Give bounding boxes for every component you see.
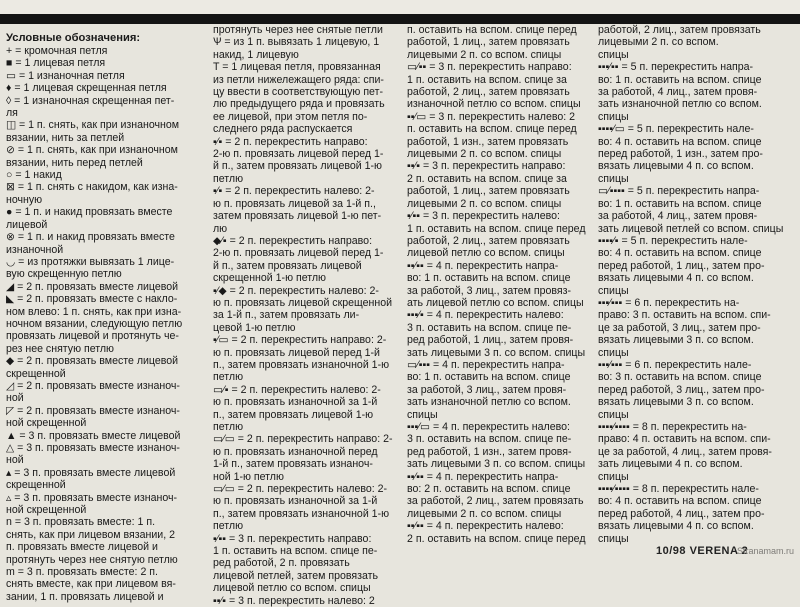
legend-line: ю п. провязать изнаночной за 1-й (213, 495, 378, 508)
legend-line: ▭⁄▪▪ = 3 п. перекрестить направо: (407, 61, 572, 74)
legend-line: спицы (598, 532, 629, 545)
legend-line: зать лицевой петлей со вспом. спицы (598, 222, 784, 235)
legend-line: ▪▪▪▪⁄▪ = 5 п. перекрестить нале- (598, 234, 748, 247)
legend-line: 2-ю п. провязать лицевой перед 1- (213, 247, 384, 260)
legend-line: перед работой, 3 лиц., затем про- (598, 383, 765, 396)
legend-line: ю п. провязать лицевой за 1-й п., (213, 197, 376, 210)
legend-line: работой, 1 лиц., затем провязать (407, 185, 570, 198)
legend-line: ◡ = из протяжки вывязать 1 лице- (6, 255, 175, 268)
legend-line: ной 1-ю петлю (213, 470, 284, 483)
legend-line: Ѱ = из 1 п. вывязать 1 лицевую, 1 (213, 36, 380, 49)
legend-line: лицевыми 2 п. со вспом. спицы (407, 197, 562, 210)
legend-line: лю (213, 222, 228, 235)
column-3 (407, 24, 593, 554)
legend-line: спицы (598, 48, 629, 61)
legend-line: спицы (598, 346, 629, 359)
legend-line: за 1-й п., затем провязать ли- (213, 309, 360, 322)
legend-line: протянуть через нее снятую петлю (6, 553, 178, 566)
legend-line: зать изнаночной петлю со вспом. (598, 98, 762, 111)
legend-line: 2 п. оставить на вспом. спице за (407, 172, 567, 185)
legend-line: ▴ = 3 п. провязать вместе лицевой (6, 466, 176, 479)
legend-line: за работой, 3 лиц., затем провяз- (407, 284, 571, 297)
legend-line: 3 п. оставить на вспом. спице пе- (407, 433, 572, 446)
legend-line: перед работой, 1 лиц., затем про- (598, 259, 765, 272)
legend-line: ля (6, 107, 18, 120)
legend-line: △ = 3 п. провязать вместе изнаноч- (6, 442, 180, 454)
legend-line: работой, 2 лиц., затем провязать (598, 24, 761, 36)
legend-line: ○ = 1 накид (6, 169, 62, 182)
legend-line: ночную (6, 193, 43, 206)
legend-line: ▪▪⁄▪▪ = 4 п. перекрестить напра- (407, 259, 559, 272)
legend-line: ▭⁄▪ = 2 п. перекрестить налево: 2- (213, 383, 381, 396)
legend-line: скрещенной (6, 479, 66, 492)
legend-line: вязать лицевыми 4 п. со вспом. (598, 160, 754, 173)
legend-line: вязать лицевыми 3 п. со вспом. (598, 396, 754, 409)
legend-line: снять вместе, как при лицевом вя- (6, 578, 176, 591)
legend-line: це за работой, 4 лиц., затем провя- (598, 445, 772, 458)
legend-line: зать лицевыми 3 п. со вспом. спицы (407, 346, 586, 359)
legend-line: зании, 1 п. провязать лицевой и (6, 590, 164, 603)
column-1-lines (6, 45, 206, 603)
legend-line: ▭⁄▭ = 2 п. перекрестить налево: 2- (213, 483, 388, 496)
column-2-lines (213, 24, 401, 607)
watermark: Stranamam.ru (736, 546, 794, 556)
legend-line: ▪▪▪▪⁄▪▪▪▪ = 8 п. перекрестить нале- (598, 483, 759, 496)
legend-line: п., затем провязать изнаночной 1-ю (213, 507, 390, 520)
legend-line: ▪⁄▪▪ = 3 п. перекрестить направо: (213, 532, 372, 545)
legend-line: ной (6, 392, 24, 405)
legend-line: ночном вязании, следующую петлю (6, 317, 183, 330)
legend-line: лю предыдущего ряда и провязать (213, 98, 385, 111)
legend-line: п. оставить на вспом. спице перед (407, 24, 577, 36)
legend-line: ной (6, 454, 24, 467)
legend-line: ⊗ = 1 п. и накид провязать вместе (6, 231, 175, 244)
column-3-lines (407, 24, 593, 545)
legend-line: цевой 1-ю петлю (213, 321, 296, 334)
legend-line: ▪▪⁄▭ = 3 п. перекрестить налево: 2 (407, 110, 576, 123)
legend-line: 2 п. оставить на вспом. спице перед (407, 532, 586, 545)
legend-line: следнего ряда распускается (213, 123, 353, 136)
legend-line: работой, 2 лиц., затем провязать (407, 234, 570, 247)
legend-line: во: 4 п. оставить на вспом. спице (598, 135, 762, 148)
legend-line: п. провязать вместе лицевой и (6, 541, 158, 554)
legend-line: лицевыми 2 п. со вспом. спицы (407, 48, 562, 61)
legend-line: це за работой, 3 лиц., затем про- (598, 321, 761, 334)
legend-line: ред работой, 1 изн., затем провя- (407, 445, 572, 458)
legend-line: 1-й п., затем провязать изнаноч- (213, 458, 373, 471)
legend-line: ▭⁄▭ = 2 п. перекрестить направо: 2- (213, 433, 393, 446)
legend-title: Условные обозначения: (6, 32, 141, 44)
legend-line: рез нее снятую петлю (6, 342, 114, 355)
legend-line: ⊠ = 1 п. снять с накидом, как изна- (6, 181, 178, 194)
legend-line: ю п. провязать лицевой скрещенной (213, 296, 393, 309)
legend-line: ◆⁄▪ = 2 п. перекрестить направо: (213, 234, 373, 247)
legend-line: работой, 1 изн., затем провязать (407, 135, 569, 148)
legend-line: во: 3 п. оставить на вспом. спице (598, 371, 762, 384)
legend-line: за работой, 4 лиц., затем провя- (598, 86, 758, 99)
legend-line: ◊ = 1 изнаночная скрещенная пет- (6, 94, 175, 107)
legend-line: ● = 1 п. и накид провязать вместе (6, 206, 173, 219)
legend-line: зать лицевыми 3 п. со вспом. спицы (407, 458, 586, 471)
legend-line: ать лицевой петлю со вспом. спицы (407, 296, 584, 309)
legend-line: ▪▪▪▪⁄▪▪▪▪ = 8 п. перекрестить на- (598, 421, 747, 433)
legend-line: вязать лицевыми 4 п. со вспом. (598, 272, 754, 285)
legend-line: ▲ = 3 п. провязать вместе лицевой (6, 429, 181, 442)
legend-line: ▪▪▪⁄▪ = 4 п. перекрестить налево: (407, 309, 564, 322)
legend-line: перед работой, 1 изн., затем про- (598, 148, 763, 161)
legend-line: право: 4 п. оставить на вспом. спи- (598, 433, 771, 446)
legend-line: лицевыми 2 п. со вспом. спицы (407, 148, 562, 161)
legend-line: во: 2 п. оставить на вспом. спице (407, 483, 571, 496)
legend-line: ◿ = 2 п. провязать вместе изнаноч- (6, 379, 180, 392)
legend-line: ▪▪⁄▪▪ = 4 п. перекрестить налево: (407, 520, 564, 533)
legend-line: ▪⁄◆ = 2 п. перекрестить налево: 2- (213, 284, 379, 297)
legend-line: п. оставить на вспом. спице перед (407, 123, 577, 136)
legend-line: ▪⁄▪▪ = 3 п. перекрестить налево: (407, 210, 560, 223)
legend-line: зать изнаночной петлю со вспом. (407, 396, 571, 409)
column-1 (6, 24, 206, 603)
legend-line: 3 п. оставить на вспом. спице пе- (407, 321, 572, 334)
legend-line: й п., затем провязать лицевой (213, 259, 362, 272)
legend-line: 2-ю п. провязать лицевой перед 1- (213, 148, 384, 161)
legend-line: T = 1 лицевая петля, провязанная (213, 61, 381, 74)
legend-line: снять, как при лицевом вязании, 2 (6, 528, 175, 541)
legend-line: ▪▪▪⁄▪▪▪ = 6 п. перекрестить на- (598, 296, 740, 309)
legend-line: 1 п. оставить на вспом. спице пе- (213, 545, 378, 558)
legend-line: m = 3 п. провязать вместе: 2 п. (6, 566, 158, 579)
legend-line: й п., затем провязать лицевой 1-ю (213, 160, 382, 173)
legend-line: ▭ = 1 изнаночная петля (6, 69, 125, 82)
legend-line: вязать лицевыми 3 п. со вспом. (598, 334, 754, 347)
legend-line: ю п. провязать лицевой перед 1-й (213, 346, 380, 359)
legend-line: ▭⁄▪▪▪▪ = 5 п. перекрестить напра- (598, 185, 760, 198)
legend-line: ⊘ = 1 п. снять, как при изнаночном (6, 144, 178, 157)
legend-line: работой, 1 лиц., затем провязать (407, 36, 570, 49)
legend-line: спицы (598, 110, 629, 123)
legend-line: право: 3 п. оставить на вспом. спи- (598, 309, 771, 322)
legend-line: ◢ = 2 п. провязать вместе лицевой (6, 280, 179, 293)
legend-line: п., затем провязать лицевой 1-ю (213, 408, 374, 421)
legend-line: вую скрещенную петлю (6, 268, 122, 281)
legend-line: за работой, 3 лиц., затем провя- (407, 383, 567, 396)
legend-line: ▪▪▪⁄▪▪ = 5 п. перекрестить напра- (598, 61, 754, 74)
column-2 (213, 24, 401, 607)
legend-line: вязании, нить перед петлей (6, 156, 143, 169)
legend-line: протянуть через нее снятые петли (213, 24, 383, 36)
legend-line: во: 1 п. оставить на вспом. спице (407, 272, 571, 285)
legend-line: ▪⁄▪ = 2 п. перекрестить налево: 2- (213, 185, 375, 198)
legend-line: скрещенной (6, 367, 66, 380)
issue-footer: 10/98 VERENA 2 (656, 545, 749, 557)
legend-line: из петли нижележащего ряда: спи- (213, 73, 384, 86)
legend-line: ее лицевой, при этом петля по- (213, 110, 368, 123)
column-4 (598, 24, 794, 554)
legend-line: лицевой петлю со вспом. спицы (213, 582, 371, 595)
legend-line: ▪▪⁄▪ = 3 п. перекрестить налево: 2 (213, 594, 375, 607)
column-4-lines (598, 24, 794, 545)
legend-line: спицы (598, 284, 629, 297)
legend-line: ред работой, 2 п. провязать (213, 557, 350, 570)
legend-line: ▪▪▪⁄▪▪▪ = 6 п. перекрестить нале- (598, 358, 752, 371)
legend-line: вязать лицевыми 4 п. со вспом. (598, 520, 754, 533)
legend-line: ▪▪⁄▪▪ = 4 п. перекрестить напра- (407, 470, 559, 483)
legend-line: зать лицевыми 4 п. со вспом. (598, 458, 743, 471)
legend-line: за работой, 4 лиц., затем провя- (598, 210, 758, 223)
legend-line: спицы (407, 408, 438, 421)
legend-line: петлю (213, 520, 244, 533)
legend-line: изнаночной петлю со вспом. спицы (407, 98, 581, 111)
legend-line: ном влево: 1 п. снять, как при изна- (6, 305, 182, 318)
legend-line: ◆ = 2 п. провязать вместе лицевой (6, 355, 179, 368)
legend-line: ◸ = 2 п. провязать вместе изнаноч- (6, 404, 180, 417)
legend-line: ◣ = 2 п. провязать вместе с накло- (6, 293, 178, 306)
legend-line: ■ = 1 лицевая петля (6, 57, 106, 70)
legend-line: ◫ = 1 п. снять, как при изнаночном (6, 119, 180, 132)
legend-line: + = кромочная петля (6, 45, 108, 57)
legend-line: лицевыми 2 п. со вспом. спицы (407, 507, 562, 520)
legend-line: во: 1 п. оставить на вспом. спице (407, 371, 571, 384)
legend-line: во: 1 п. оставить на вспом. спице (598, 73, 762, 86)
legend-line: n = 3 п. провязать вместе: 1 п. (6, 516, 156, 529)
legend-line: перед работой, 4 лиц., затем про- (598, 507, 765, 520)
legend-line: лицевыми 2 п. со вспом. (598, 36, 719, 49)
legend-line: ▪⁄▪ = 2 п. перекрестить направо: (213, 135, 368, 148)
legend-line: ю п. провязать изнаночной перед (213, 445, 378, 458)
legend-line: ♦ = 1 лицевая скрещенная петля (6, 82, 167, 95)
legend-line: спицы (598, 172, 629, 185)
legend-line: лицевой петлю со вспом. спицы (407, 247, 565, 260)
legend-line: во: 1 п. оставить на вспом. спице (598, 197, 762, 210)
legend-line: лицевой (6, 218, 48, 231)
top-margin (0, 0, 800, 14)
legend-line: ред работой, 1 лиц., затем провя- (407, 334, 574, 347)
legend-line: ▪▪⁄▪ = 3 п. перекрестить направо: (407, 160, 566, 173)
legend-line: ▪▪▪▪⁄▭ = 5 п. перекрестить нале- (598, 123, 754, 136)
legend-line: во: 4 п. оставить на вспом. спице (598, 247, 762, 260)
legend-line: скрещенной 1-ю петлю (213, 272, 326, 285)
legend-line: работой, 2 лиц., затем провязать (407, 86, 570, 99)
legend-line: 1 п. оставить на вспом. спице перед (407, 222, 586, 235)
legend-line: ной скрещенной (6, 417, 87, 430)
legend-line: 1 п. оставить на вспом. спице за (407, 73, 567, 86)
legend-line: ной скрещенной (6, 504, 87, 517)
legend-line: изнаночной (6, 243, 64, 256)
legend-line: ▵ = 3 п. провязать вместе изнаноч- (6, 491, 178, 504)
legend-line: петлю (213, 371, 244, 384)
legend-line: ▪⁄▭ = 2 п. перекрестить направо: 2- (213, 334, 387, 347)
legend-line: п., затем провязать изнаночной 1-ю (213, 358, 390, 371)
legend-line: провязать лицевой и протянуть че- (6, 330, 179, 343)
legend-line: петлю (213, 172, 244, 185)
legend-line: затем провязать лицевой 1-ю пет- (213, 210, 382, 223)
legend-line: лицевой петлей, затем провязать (213, 569, 378, 582)
legend-line: вязании, нить за петлей (6, 131, 125, 144)
legend-line: ▪▪▪⁄▭ = 4 п. перекрестить налево: (407, 421, 570, 433)
legend-line: ю п. провязать изнаночной за 1-й (213, 396, 378, 409)
legend-line: спицы (598, 408, 629, 421)
legend-line: цу ввести в соответствующую пет- (213, 86, 383, 99)
legend-line: ▭⁄▪▪▪ = 4 п. перекрестить напра- (407, 358, 565, 371)
legend-line: спицы (598, 470, 629, 483)
header-rule (0, 14, 800, 24)
legend-line: петлю (213, 421, 244, 433)
legend-line: во: 4 п. оставить на вспом. спице (598, 495, 762, 508)
legend-line: накид, 1 лицевую (213, 48, 299, 61)
legend-line: за работой, 2 лиц., затем провязать (407, 495, 584, 508)
